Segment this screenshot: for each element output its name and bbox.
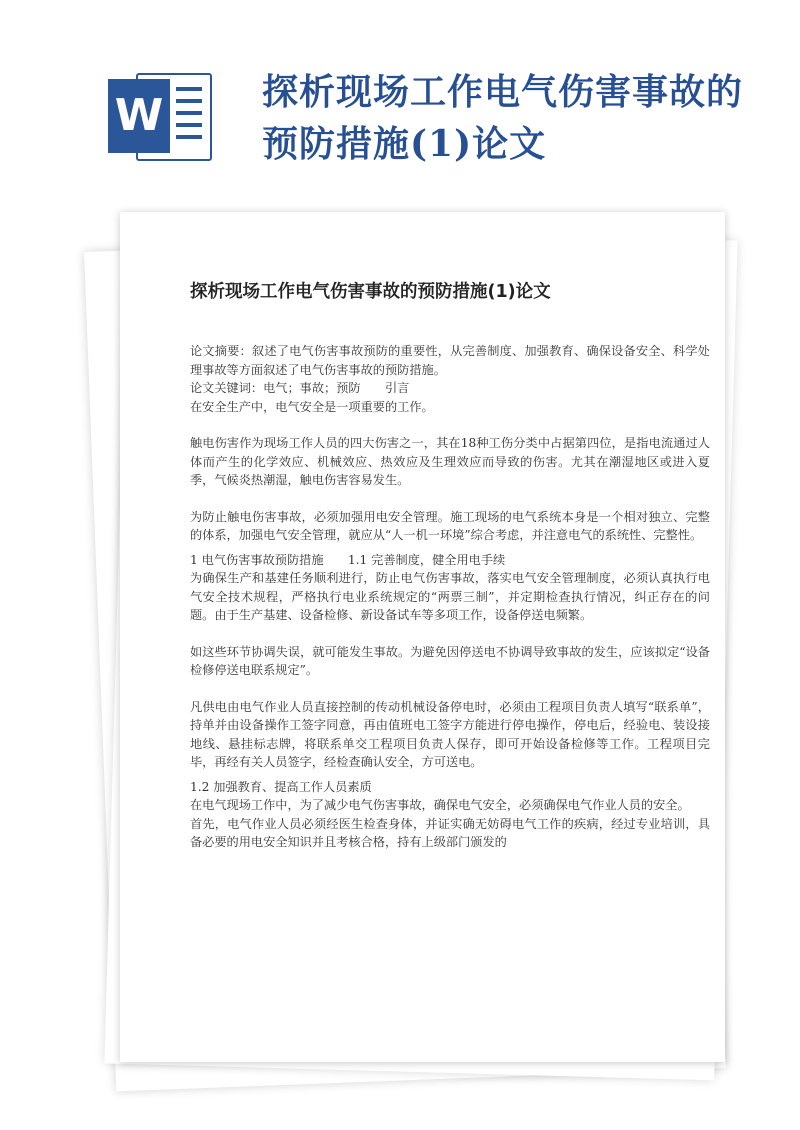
body-paragraph: 在安全生产中，电气安全是一项重要的工作。 xyxy=(190,399,434,414)
word-logo-letter: W xyxy=(108,79,170,153)
keywords-line: 论文关键词：电气；事故；预防 引言 xyxy=(190,381,410,395)
body-paragraph: 触电伤害作为现场工作人员的四大伤害之一，其在18种工伤分类中占据第四位，是指电流通过人体而产生的化学效应、机械效应、热效应及生理效应而导致的伤害。尤其在潮湿地区或进入夏季，气候炎热潮湿，触电伤害容易发生。 xyxy=(190,436,710,487)
document-body xyxy=(190,342,710,852)
text-line-shape xyxy=(176,123,202,127)
document-page[interactable] xyxy=(120,212,725,1062)
body-paragraph: 首先，电气作业人员必须经医生检查身体，并证实确无妨碍电气工作的疾病，经过专业培训，具备必要的用电安全知识并且考核合格，持有上级部门颁发的 xyxy=(190,816,710,849)
text-line-shape xyxy=(176,111,202,115)
section-heading: 1.2 加强教育、提高工作人员素质 xyxy=(190,779,372,794)
page-title-line-1: 探析现场工作电气伤害事故的 xyxy=(262,71,744,113)
body-paragraph: 为确保生产和基建任务顺利进行，防止电气伤害事故，落实电气安全管理制度，必须认真执行电气安全技术规程，严格执行电业系统规定的“两票三制”，并定期检查执行情况，纠正存在的问题。由于生产基建、设备检修、新设备试车等多项工作，设备停送电频繁。 xyxy=(190,571,710,622)
body-paragraph: 凡供电由电气作业人员直接控制的传动机械设备停电时，必须由工程项目负责人填写“联系单”，持单并由设备操作工签字同意，再由值班电工签字方能进行停电操作，停电后，经验电、装设接地线、悬挂标志牌，将联系单交工程项目负责人保存，即可开始设备检修等工作。工程项目完毕，再经有关人员签字，经检查确认安全，方可送电。 xyxy=(190,699,710,769)
text-line-shape xyxy=(176,99,202,103)
body-paragraph: 如这些环节协调失误，就可能发生事故。为避免因停送电不协调导致事故的发生，应该拟定“设备检修停送电联系规定”。 xyxy=(190,644,710,677)
body-paragraph: 在电气现场工作中，为了减少电气伤害事故，确保电气安全，必须确保电气作业人员的安全。 xyxy=(190,798,690,812)
page-header xyxy=(0,0,800,210)
abstract-paragraph: 论文摘要：叙述了电气伤害事故预防的重要性，从完善制度、加强教育、确保设备安全、科学处理事故等方面叙述了电气伤害事故的预防措施。 xyxy=(190,344,710,377)
body-paragraph: 为防止触电伤害事故，必须加强用电安全管理。施工现场的电气系统本身是一个相对独立、完整的体系，加强电气安全管理，就应从“人一机一环境”综合考虑，并注意电气的系统性、完整性。 xyxy=(190,509,710,542)
document-title: 探析现场工作电气伤害事故的预防措施(1)论文 xyxy=(190,282,551,302)
text-line-shape xyxy=(176,135,202,139)
page-title xyxy=(262,66,782,170)
page-title-line-2: 预防措施(1)论文 xyxy=(262,123,547,165)
section-heading: 1 电气伤害事故预防措施 1.1 完善制度，健全用电手续 xyxy=(190,552,506,567)
word-document-icon xyxy=(108,65,216,165)
text-line-shape xyxy=(176,87,202,91)
